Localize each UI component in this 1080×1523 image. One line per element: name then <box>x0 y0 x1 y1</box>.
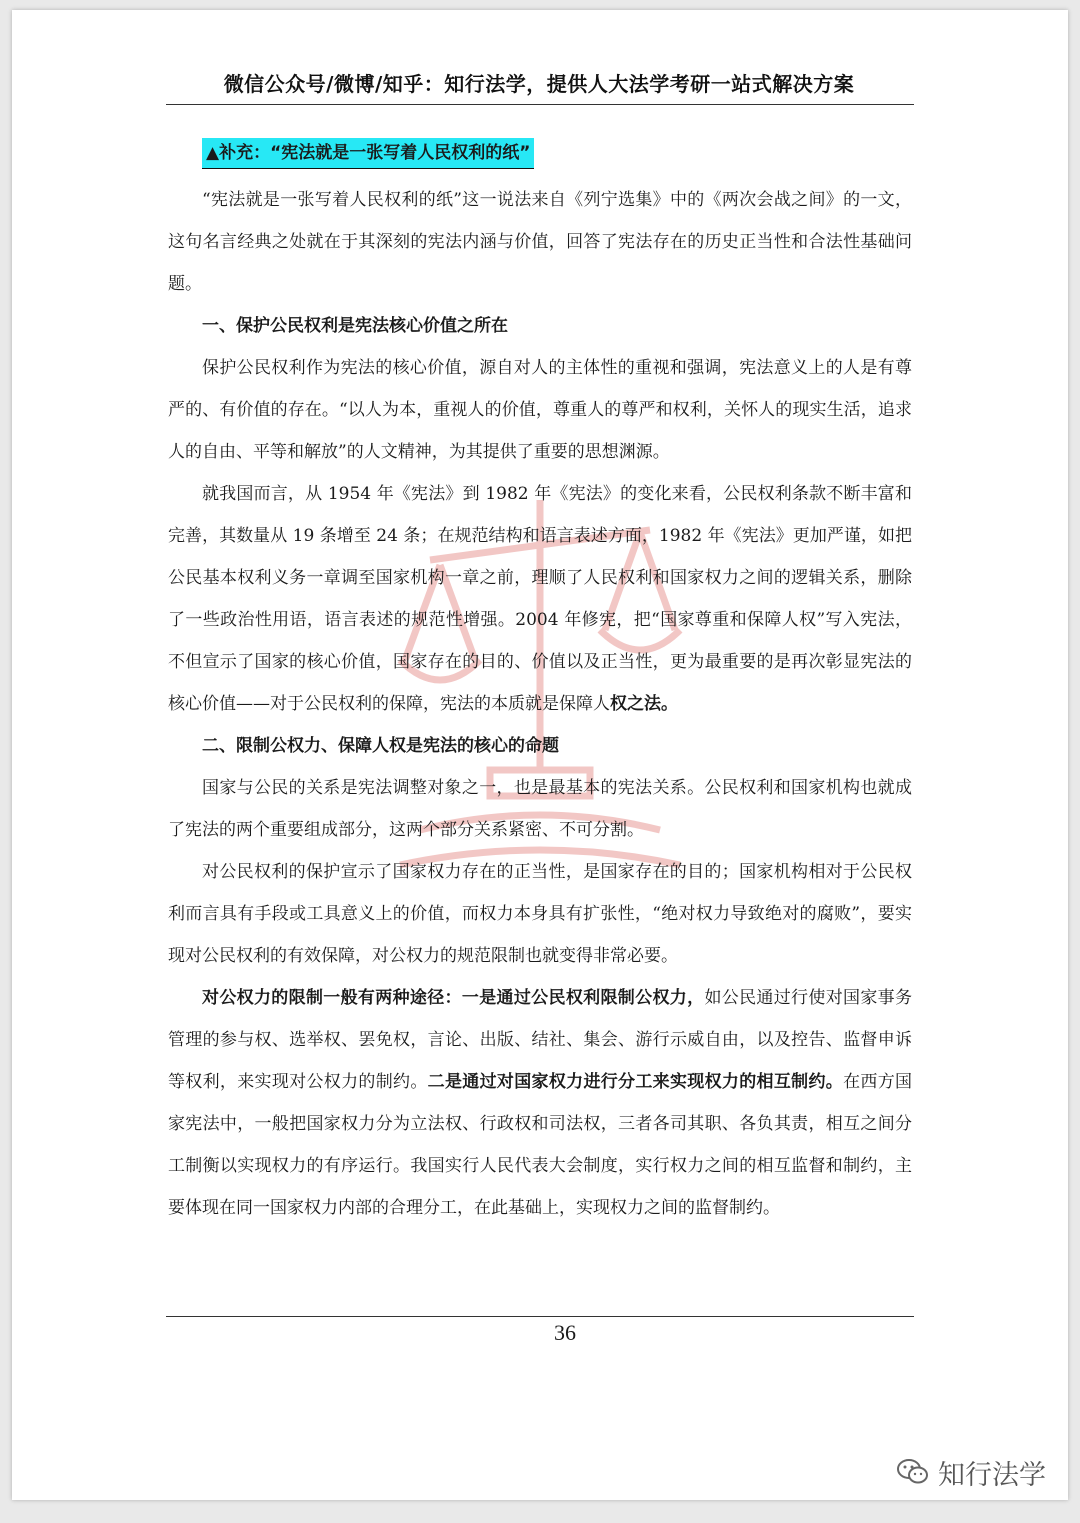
paragraph-5 <box>168 977 912 1229</box>
paragraph-5-bold-1: 对公权力的限制一般有两种途径：一是通过公民权利限制公权力， <box>202 988 705 1008</box>
wechat-icon <box>896 1457 930 1487</box>
paragraph-2-bold-tail: 权之法。 <box>610 694 678 714</box>
wechat-account-badge <box>896 1452 1046 1492</box>
paragraph-5-text-1: 如公民通过行使对国家事务管理的参与权、选举权、罢免权，言论、出版、结社、集会、游行示威自由，以及控告、监督申诉等权利，来实现对公权力的制约。 <box>168 988 913 1092</box>
paragraph-5-text-2: 在西方国家宪法中，一般把国家权力分为立法权、行政权和司法权，三者各司其职、各负其责，相互之间分工制衡以实现权力的有序运行。我国实行人民代表大会制度，实行权力之间的相互监督和制约，主要体现在同一国家权力内部的合理分工，在此基础上，实现权力之间的监督制约。 <box>168 1072 913 1218</box>
paragraph-2 <box>168 473 912 725</box>
page-number: 36 <box>554 1320 576 1345</box>
wechat-account-name: 知行法学 <box>938 1459 1046 1491</box>
paragraph-4: 对公民权利的保护宣示了国家权力存在的正当性，是国家存在的目的；国家机构相对于公民权利而言具有手段或工具意义上的价值，而权力本身具有扩张性，“绝对权力导致绝对的腐败”，要实现对公民权利的有效保障，对公权力的规范限制也就变得非常必要。 <box>168 862 912 966</box>
paragraph-2-text: 就我国而言，从 1954 年《宪法》到 1982 年《宪法》的变化来看，公民权利条款不断丰富和完善，其数量从 19 条增至 24 条；在规范结构和语言表述方面，1982 年《宪法》更加严谨，如把公民基本权利义务一章调至国家机构一章之前，理顺了人民权利和国家权力之间的逻辑关系，删除了一些政治性用语，语言表述的规范性增强。2004 年修宪，把“国家尊重和保障人权”写入宪法，不但宣示了国家的核心价值，国家存在的目的、价值以及正当性，更为最重要的是再次彰显宪法的核心价值——对于公民权利的保障，宪法的本质就是保障人 <box>168 484 912 714</box>
paragraph-1: 保护公民权利作为宪法的核心价值，源自对人的主体性的重视和强调，宪法意义上的人是有尊严的、有价值的存在。“以人为本，重视人的价值，尊重人的尊严和权利，关怀人的现实生活，追求人的自由、平等和解放”的人文精神，为其提供了重要的思想渊源。 <box>168 358 912 462</box>
section-heading-2: 二、限制公权力、保障人权是宪法的核心的命题 <box>202 736 559 756</box>
section-heading-1: 一、保护公民权利是宪法核心价值之所在 <box>202 316 508 336</box>
header-divider <box>166 104 914 105</box>
supplement-title: ▲补充：“宪法就是一张写着人民权利的纸” <box>202 138 534 169</box>
paragraph-5-bold-2: 二是通过对国家权力进行分工来实现权力的相互制约。 <box>427 1072 844 1092</box>
footer-divider <box>166 1316 914 1317</box>
paragraph-3: 国家与公民的关系是宪法调整对象之一，也是最基本的宪法关系。公民权利和国家机构也就成了宪法的两个重要组成部分，这两个部分关系紧密、不可分割。 <box>168 778 912 840</box>
intro-paragraph: “宪法就是一张写着人民权利的纸”这一说法来自《列宁选集》中的《两次会战之间》的一文，这句名言经典之处就在于其深刻的宪法内涵与价值，回答了宪法存在的历史正当性和合法性基础问题。 <box>168 190 912 294</box>
document-body <box>168 132 912 1229</box>
page-header: 微信公众号/微博/知乎：知行法学，提供人大法学考研一站式解决方案 <box>223 72 855 96</box>
